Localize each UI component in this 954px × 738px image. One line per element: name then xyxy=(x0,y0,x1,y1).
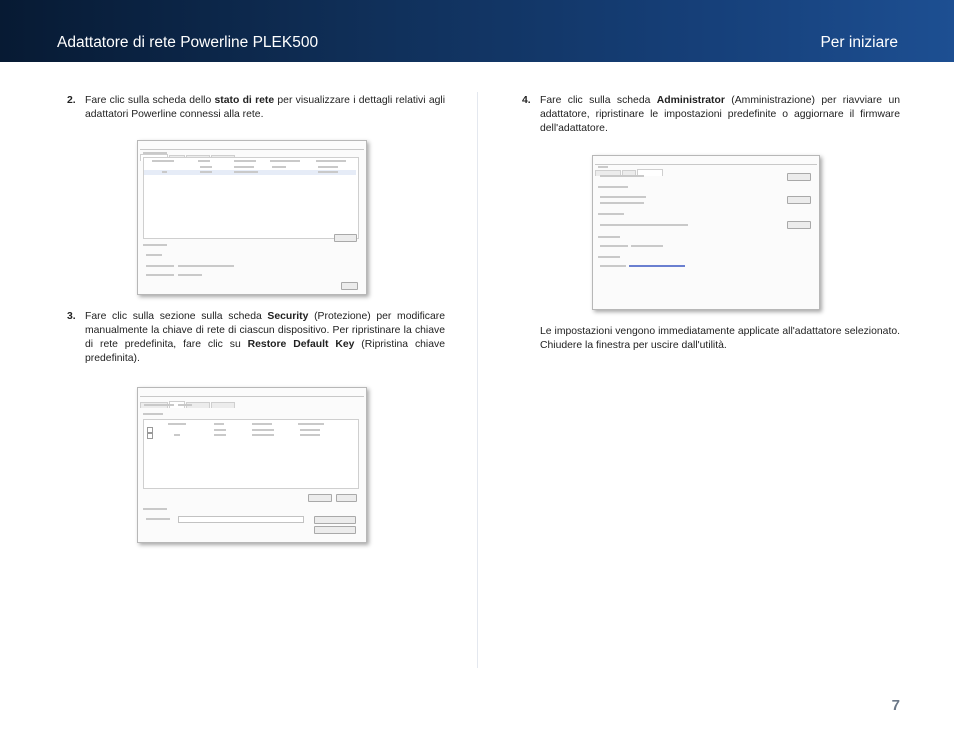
exit-button[interactable] xyxy=(341,282,358,290)
step-text-part: (Amministrazione) per riavviare un adattatore, ripristinare le impostazioni predefinite o aggiornare il firmware dell'adattatore. xyxy=(540,95,900,134)
step-text-part: (Ripristina chiave predefinita). xyxy=(85,339,445,364)
step-text-part: Fare clic sulla scheda xyxy=(540,95,657,106)
step-bold-term: Restore Default Key xyxy=(247,339,355,350)
section-title: Per iniziare xyxy=(820,34,898,51)
restart-button[interactable] xyxy=(787,173,811,181)
support-link[interactable] xyxy=(629,265,685,267)
step-number: 3. xyxy=(67,311,76,322)
settings-button[interactable] xyxy=(334,234,357,242)
column-divider xyxy=(477,92,478,668)
step-text-part: per visualizzare i dettagli relativi agli adattatori Powerline connessi alla rete. xyxy=(85,95,445,120)
device-table xyxy=(143,157,359,239)
page-header xyxy=(0,0,954,62)
page-number: 7 xyxy=(891,697,900,714)
step-bold-term: stato di rete xyxy=(214,95,275,106)
network-status-screenshot xyxy=(137,140,367,295)
step-text-part: Fare clic sulla sezione sulla scheda xyxy=(85,311,268,322)
step-text-part: Fare clic sulla scheda dello xyxy=(85,95,215,106)
step-bold-term: Security xyxy=(267,311,309,322)
update-button[interactable] xyxy=(308,494,332,502)
screenshot-tabs xyxy=(140,390,364,397)
refresh-button[interactable] xyxy=(336,494,357,502)
restore-default-key-button[interactable] xyxy=(314,526,356,534)
apply-change-button[interactable] xyxy=(314,516,356,524)
screenshot-tabs xyxy=(140,143,364,150)
document-title: Adattatore di rete Powerline PLEK500 xyxy=(57,34,319,51)
step-number: 2. xyxy=(67,95,76,106)
step-text xyxy=(85,94,445,122)
step-text-part: (Protezione) per modificare manualmente la chiave di rete di ciascun dispositivo. Per ripristinare la chiave di rete predefinita, fare clic su xyxy=(85,311,445,350)
screenshot-tabs xyxy=(595,158,817,165)
step-text xyxy=(540,94,900,136)
step-bold-term: Administrator xyxy=(656,95,725,106)
closing-paragraph: Le impostazioni vengono immediatamente applicate all'adattatore selezionato. Chiudere la finestra per uscire dall'utilità. xyxy=(540,326,900,351)
security-screenshot xyxy=(137,387,367,543)
upgrade-button[interactable] xyxy=(787,221,811,229)
device-table xyxy=(143,419,359,489)
reset-button[interactable] xyxy=(787,196,811,204)
administrator-screenshot xyxy=(592,155,820,310)
network-key-input[interactable] xyxy=(178,516,304,523)
step-number: 4. xyxy=(522,95,531,106)
step-text xyxy=(85,310,445,366)
